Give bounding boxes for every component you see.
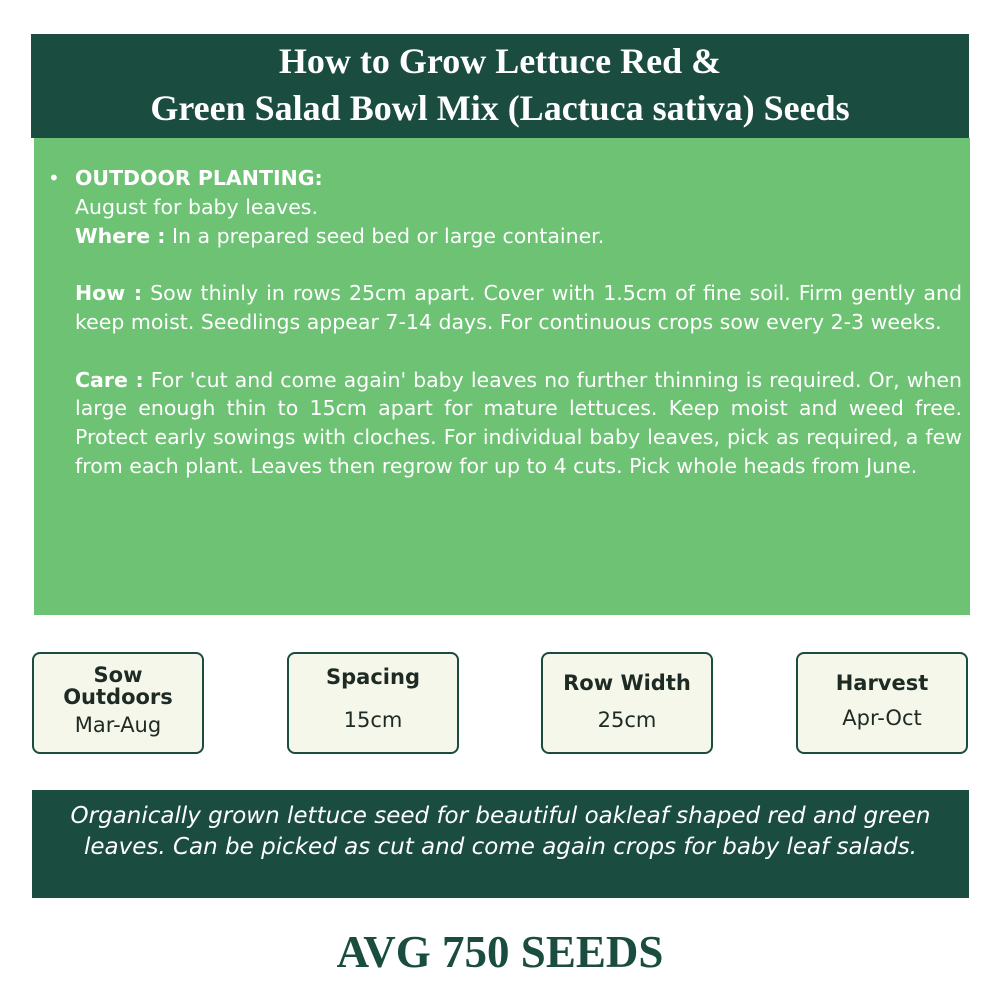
spacing-label: Spacing — [326, 665, 420, 689]
where-text: In a prepared seed bed or large container. — [172, 223, 605, 248]
care-section — [75, 366, 962, 481]
outdoor-planting-section — [75, 164, 962, 250]
row-width-value: 25cm — [597, 708, 657, 732]
title-line-2: Green Salad Bowl Mix (Lactuca sativa) Seeds — [150, 88, 850, 128]
sow-label-line-1: Sow — [93, 663, 143, 687]
harvest-value: Apr-Oct — [842, 706, 922, 730]
product-description: Organically grown lettuce seed for beautiful oakleaf shaped red and green leaves. Can be picked as cut and come again crops for baby leaf salads. — [32, 790, 969, 898]
sow-outdoors-value: Mar-Aug — [74, 713, 162, 737]
sow-label-line-2: Outdoors — [63, 685, 173, 709]
harvest-label: Harvest — [835, 671, 929, 695]
how-label: How : — [75, 281, 143, 306]
spacing-value: 15cm — [343, 708, 403, 732]
seed-count: AVG 750 SEEDS — [336, 927, 664, 977]
sow-outdoors-label — [34, 654, 202, 708]
page-title — [31, 34, 969, 138]
row-width-card — [541, 652, 713, 754]
planting-instructions-panel — [34, 138, 970, 615]
how-section — [75, 279, 962, 337]
row-width-label: Row Width — [563, 671, 691, 695]
care-label: Care : — [75, 367, 144, 392]
planting-timing: August for baby leaves. — [75, 194, 319, 219]
harvest-card — [796, 652, 968, 754]
spacing-card — [287, 652, 459, 754]
care-text: For 'cut and come again' baby leaves no further thinning is required. Or, when large enough thin to 15cm apart for mature lettuces. Keep moist and weed free. Protect early sowings with cloches. For individual baby leaves, pick as required, a few from each plant. Leaves then regrow for up to 4 cuts. Pick whole heads from June. — [75, 367, 962, 478]
bullet-icon: • — [48, 166, 60, 190]
title-line-1: How to Grow Lettuce Red & — [278, 41, 722, 81]
where-label: Where : — [75, 223, 166, 248]
how-text: Sow thinly in rows 25cm apart. Cover with 1.5cm of fine soil. Firm gently and keep moist. Seedlings appear 7-14 days. For continuous crops sow every 2-3 weeks. — [75, 281, 962, 334]
sow-outdoors-card — [32, 652, 204, 754]
outdoor-planting-heading: OUTDOOR PLANTING: — [75, 166, 323, 190]
